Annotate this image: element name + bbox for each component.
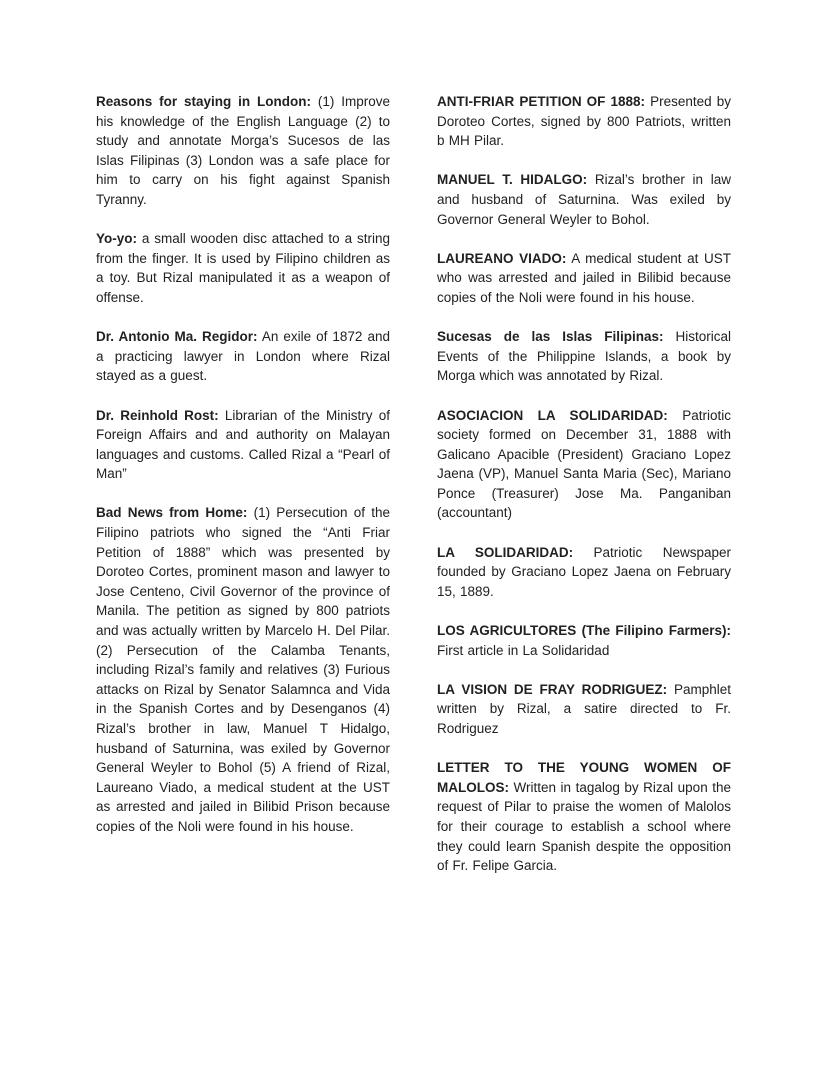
paragraph-heading: LAUREANO VIADO: bbox=[437, 250, 567, 266]
paragraph-heading: ASOCIACION LA SOLIDARIDAD: bbox=[437, 407, 668, 423]
paragraph-anti-friar-petition bbox=[437, 92, 731, 151]
paragraph-body: First article in La Solidaridad bbox=[437, 642, 610, 658]
paragraph-body: Written in tagalog by Rizal upon the request of Pilar to praise the women of Malolos for their courage to establish a school where they could learn Spanish despite the opposition of Fr. Felipe Garcia. bbox=[437, 779, 731, 874]
paragraph-heading: Reasons for staying in London: bbox=[96, 94, 311, 109]
paragraph-heading: LA VISION DE FRAY RODRIGUEZ: bbox=[437, 681, 668, 697]
paragraph-heading: MANUEL T. HIDALGO: bbox=[437, 172, 588, 188]
paragraph-body: Patriotic Newspaper founded by Graciano Lopez Jaena on February 15, 1889. bbox=[437, 544, 731, 599]
paragraph-la-vision-de-fray-rodriguez bbox=[437, 680, 731, 739]
paragraph-heading: Bad News from Home: bbox=[96, 505, 248, 521]
right-column bbox=[437, 92, 731, 895]
paragraph-body: An exile of 1872 and a practicing lawyer in London where Rizal stayed as a guest. bbox=[96, 329, 390, 384]
paragraph-heading: ANTI-FRIAR PETITION OF 1888: bbox=[437, 94, 646, 109]
paragraph-body: Librarian of the Ministry of Foreign Affairs and and authority on Malayan languages and customs. Called Rizal a “Pearl of Man” bbox=[96, 407, 390, 482]
paragraph-body: Presented by Doroteo Cortes, signed by 800 Patriots, written b MH Pilar. bbox=[437, 94, 731, 149]
paragraph-body: A medical student at UST who was arrested and jailed in Bilibid because copies of the Noli were found in his house. bbox=[437, 250, 731, 305]
paragraph-body: (1) Persecution of the Filipino patriots who signed the “Anti Friar Petition of 1888” which was presented by Doroteo Cortes, prominent mason and lawyer to Jose Centeno, Civil Governor of the province of Manila. The petition as signed by 800 patriots and was actually written by Marcelo H. Del Pilar. (2) Persecution of the Calamba Tenants, including Rizal’s family and relatives (3) Furious attacks on Rizal by Senator Salamnca and Vida in the Spanish Cortes and by Desenganos (4) Rizal’s brother in law, Manuel T Hidalgo, husband of Saturnina, was exiled by Governor General Weyler to Bohol (5) A friend of Rizal, Laureano Viado, a medical student at the UST as arrested and jailed in Bilibid Prison because copies of the Noli were found in his house. bbox=[96, 505, 390, 834]
paragraph-sucesas-de-las-islas-filipinas bbox=[437, 327, 731, 386]
paragraph-los-agricultores bbox=[437, 621, 731, 660]
paragraph-body: Pamphlet written by Rizal, a satire directed to Fr. Rodriguez bbox=[437, 681, 731, 736]
paragraph-dr-antonio-ma-regidor bbox=[96, 327, 390, 386]
paragraph-letter-to-young-women-of-malolos bbox=[437, 758, 731, 876]
paragraph-heading: Sucesas de las Islas Filipinas: bbox=[437, 329, 664, 345]
left-column bbox=[96, 92, 390, 895]
paragraph-heading: LETTER TO THE YOUNG WOMEN OF MALOLOS: bbox=[437, 760, 731, 795]
paragraph-heading: LA SOLIDARIDAD: bbox=[437, 544, 574, 560]
paragraph-heading: Dr. Antonio Ma. Regidor: bbox=[96, 329, 258, 345]
paragraph-body: Rizal’s brother in law and husband of Saturnina. Was exiled by Governor General Weyler to Bohol. bbox=[437, 172, 731, 227]
paragraph-heading: LOS AGRICULTORES (The Filipino Farmers): bbox=[437, 623, 731, 639]
paragraph-body: Patriotic society formed on December 31, 1888 with Galicano Apacible (President) Graciano Lopez Jaena (VP), Manuel Santa Maria (Sec), Mariano Ponce (Treasurer) Jose Ma. Panganiban (accountant) bbox=[437, 407, 731, 521]
paragraph-heading: Yo-yo: bbox=[96, 231, 137, 247]
paragraph-yo-yo bbox=[96, 229, 390, 307]
paragraph-asociacion-la-solidaridad bbox=[437, 406, 731, 524]
paragraph-bad-news-from-home bbox=[96, 503, 390, 836]
paragraph-body: Historical Events of the Philippine Islands, a book by Morga which was annotated by Rizal. bbox=[437, 329, 731, 384]
paragraph-dr-reinhold-rost bbox=[96, 406, 390, 484]
paragraph-manuel-t-hidalgo bbox=[437, 170, 731, 229]
paragraph-body: a small wooden disc attached to a string from the finger. It is used by Filipino children as a toy. But Rizal manipulated it as a weapon of offense. bbox=[96, 231, 390, 305]
paragraph-heading: Dr. Reinhold Rost: bbox=[96, 407, 219, 423]
paragraph-body: (1) Improve his knowledge of the English Language (2) to study and annotate Morga’s Sucesos de las Islas Filipinas (3) London was a safe place for him to carry on his fight against Spanish Tyranny. bbox=[96, 94, 390, 207]
paragraph-la-solidaridad bbox=[437, 543, 731, 602]
paragraph-reasons-for-staying-in-london bbox=[96, 92, 390, 210]
paragraph-laureano-viado bbox=[437, 249, 731, 308]
